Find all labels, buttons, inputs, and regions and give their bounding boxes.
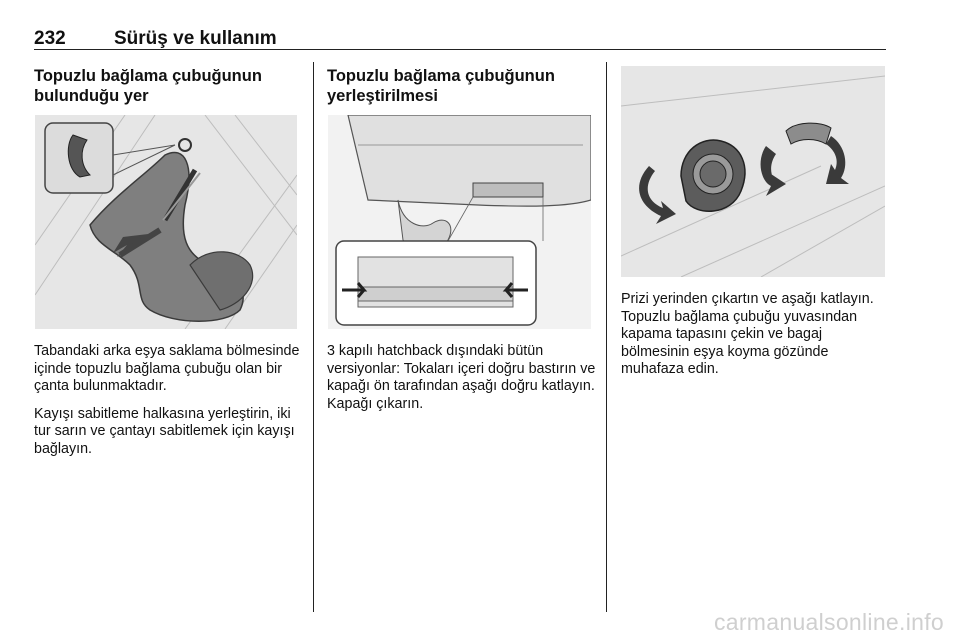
- column-text: [34, 343, 302, 468]
- column-heading: Topuzlu bağlama çubuğunun yerleştirilmesi: [327, 67, 555, 105]
- column-divider: [606, 62, 607, 612]
- paragraph: Prizi yerinden çıkartın ve aşağı katlayın. Topuzlu bağlama çubuğu yuvasından kapama tapasını çekin ve bagaj bölmesinin eşya koyma gözünde muhafaza edin.: [621, 291, 874, 377]
- column-location: [34, 62, 302, 106]
- section-title: Sürüş ve kullanım: [114, 28, 277, 49]
- towbar-bag-figure: [35, 115, 297, 329]
- page-number: 232: [34, 28, 66, 49]
- bumper-cover-figure: [328, 115, 591, 329]
- paragraph: Tabandaki arka eşya saklama bölmesinde içinde topuzlu bağlama çubuğu olan bir çanta bulunmaktadır.: [34, 343, 300, 394]
- socket-fold-down-illustration-icon: [621, 66, 885, 277]
- bumper-cover-removal-illustration-icon: [328, 115, 591, 329]
- column-text: [621, 291, 893, 389]
- header-rule: [34, 49, 886, 50]
- column-heading: Topuzlu bağlama çubuğunun bulunduğu yer: [34, 67, 262, 105]
- socket-figure: [621, 66, 885, 277]
- column-text: [327, 343, 599, 423]
- column-installation: [327, 62, 597, 106]
- column-divider: [313, 62, 314, 612]
- towbar-bag-in-trunk-illustration-icon: [35, 115, 297, 329]
- watermark: carmanualsonline.info: [713, 609, 944, 635]
- paragraph: 3 kapılı hatchback dışındaki bütün versiyonlar: Tokaları içeri doğru bastırın ve kapağı ön tarafından aşağı doğru katlayın. Kapağı çıkarın.: [327, 343, 596, 412]
- paragraph: Kayışı sabitleme halkasına yerleştirin, iki tur sarın ve çantayı sabitlemek için kayışı bağlayın.: [34, 405, 295, 457]
